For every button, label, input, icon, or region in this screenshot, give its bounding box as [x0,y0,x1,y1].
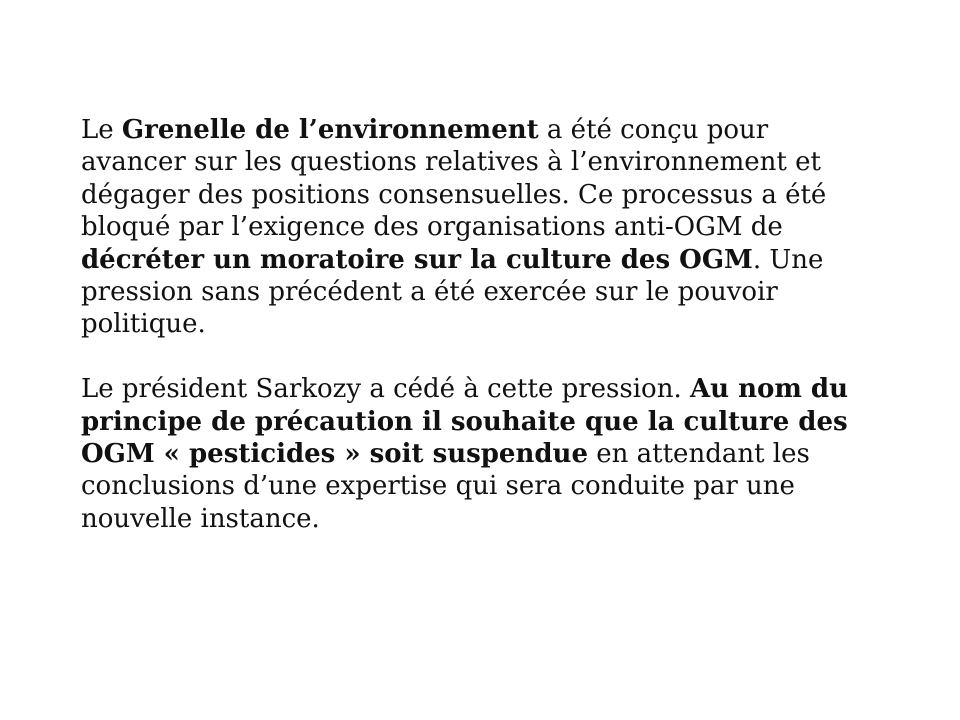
text-run: Le président Sarkozy a cédé à cette pression. [81,374,690,405]
paragraph-grenelle [81,114,881,341]
bold-text-run: Au nom du principe de précaution il souhaite que la culture des OGM « pesticides » soit suspendue [81,374,849,470]
text-run: a été conçu pour avancer sur les questions relatives à l’environnement et dégager des positions consensuelles. Ce processus a été bloqué par l’exigence des organisations anti-OGM de [81,115,827,243]
text-run: en attendant les conclusions d’une expertise qui sera conduite par une nouvelle instance. [81,439,810,534]
bold-text-run: décréter un moratoire sur la culture des OGM [81,244,753,275]
paragraph-sarkozy [81,373,881,535]
text-run: Le [81,115,122,145]
slide-body [81,114,881,535]
text-run: . Une pression sans précédent a été exercée sur le pouvoir politique. [81,244,824,340]
bold-text-run: Grenelle de l’environnement [121,115,539,145]
